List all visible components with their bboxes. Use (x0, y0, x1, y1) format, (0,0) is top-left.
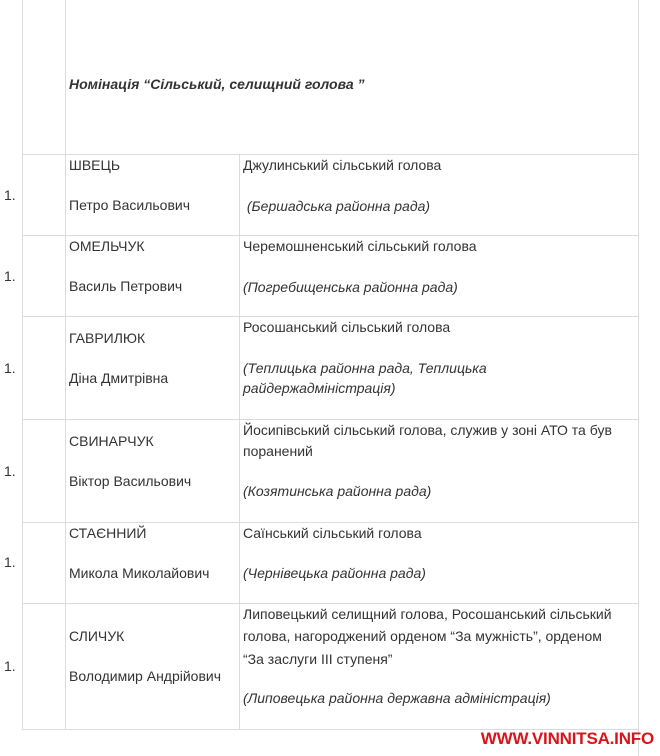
grid-line-col-4 (638, 0, 639, 756)
position-line-1: Йосипівський сільський голова, служив у зоні АТО та був (243, 422, 612, 438)
surname: ГАВРИЛЮК (69, 330, 146, 346)
position-line-1: Липовецький селищний голова, Росошанський сільський (243, 606, 612, 622)
grid-line-col-3 (239, 154, 240, 730)
row-number: 1. (4, 360, 16, 376)
given-name: Петро Васильович (69, 197, 191, 213)
organization: (Липовецька районна державна адміністрація) (243, 690, 551, 706)
given-name: Микола Миколайович (69, 565, 210, 581)
row-number: 1. (4, 187, 16, 203)
position: Саїнський сільський голова (243, 525, 422, 541)
position: Джулинський сільський голова (243, 157, 442, 173)
grid-line-col-1 (22, 0, 23, 730)
position: Черемошненський сільський голова (243, 238, 477, 254)
surname: ОМЕЛЬЧУК (69, 238, 145, 254)
organization: (Погребищенська районна рада) (243, 279, 458, 295)
organization: (Бершадська районна рада) (243, 198, 431, 214)
given-name: Василь Петрович (69, 278, 183, 294)
position-line-2: голова, нагороджений орденом “За мужність”, орденом (243, 628, 602, 644)
grid-line-col-2 (65, 0, 66, 730)
row-number: 1. (4, 463, 16, 479)
surname: СЛИЧУК (69, 628, 125, 644)
nomination-heading: Номінація “Сільський, селищний голова ” (69, 76, 365, 92)
surname: ШВЕЦЬ (69, 157, 121, 173)
organization-line-2: райдержадміністрація) (243, 380, 396, 396)
row-number: 1. (4, 658, 16, 674)
organization: (Козятинська районна рада) (243, 483, 432, 499)
organization: (Чернівецька районна рада) (243, 565, 426, 581)
position-line-3: “За заслуги ІІІ ступеня” (243, 651, 393, 667)
row-number: 1. (4, 268, 16, 284)
given-name: Віктор Васильович (69, 473, 192, 489)
row-number: 1. (4, 554, 16, 570)
organization-line-1: (Теплицька районна рада, Теплицька (243, 360, 487, 376)
position-line-2: поранений (243, 443, 313, 459)
site-watermark: WWW.VINNITSA.INFO (480, 729, 654, 748)
surname: СВИНАРЧУК (69, 433, 154, 449)
position: Росошанський сільський голова (243, 319, 451, 335)
surname: СТАЄННИЙ (69, 525, 147, 541)
given-name: Володимир Андрійович (69, 668, 222, 684)
given-name: Діна Дмитрівна (69, 370, 169, 386)
